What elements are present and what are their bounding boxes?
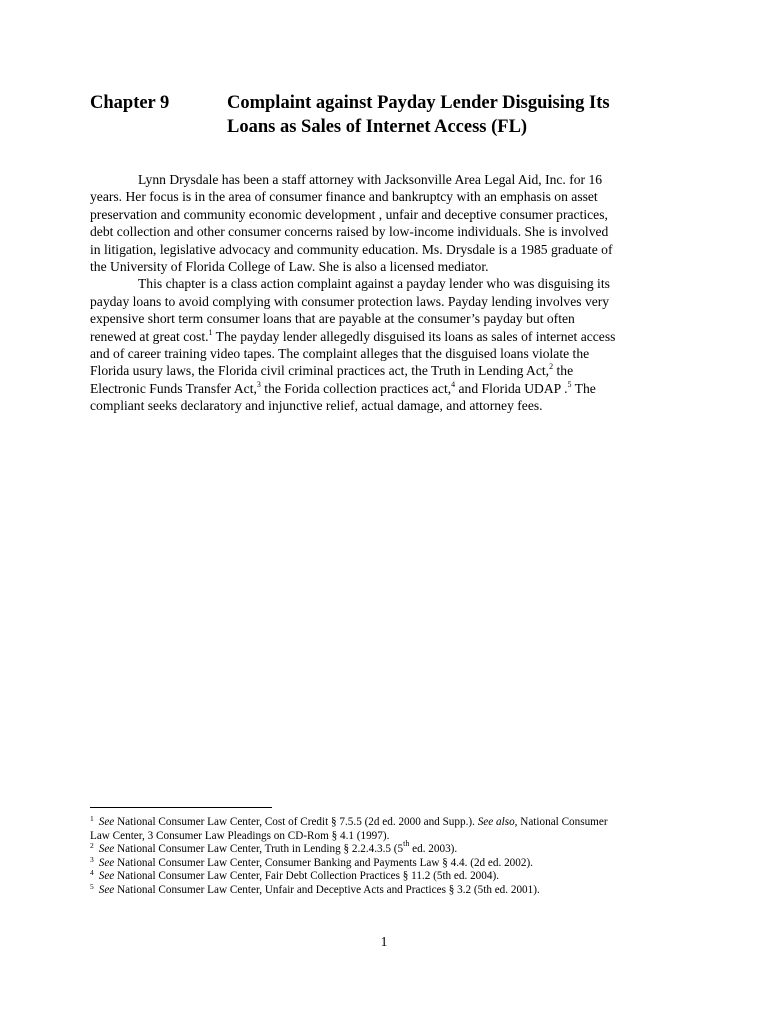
footnote-text: National Consumer Law Center, Consumer Banking and Payments Law § 4.4. (2d ed. 2002). bbox=[114, 856, 533, 869]
footnote-mark: 4 bbox=[90, 868, 94, 878]
paragraph-line: preservation and community economic development , unfair and deceptive consumer practices, bbox=[90, 206, 608, 222]
text-run: The bbox=[571, 380, 596, 396]
paragraph-line: years. Her focus is in the area of consumer finance and bankruptcy with an emphasis on asset bbox=[90, 189, 598, 205]
footnote-reference[interactable]: 2 bbox=[549, 362, 554, 372]
paragraph-line: This chapter is a class action complaint against a payday lender who was disguising its bbox=[138, 276, 610, 292]
signal-word: See bbox=[98, 870, 115, 883]
footnotes bbox=[90, 816, 690, 898]
footnote-text: National Consumer Law Center, Fair Debt Collection Practices § 11.2 (5th ed. 2004). bbox=[114, 870, 499, 883]
page-number: 1 bbox=[380, 934, 388, 949]
footnote-mark: 2 bbox=[90, 841, 94, 851]
text-run: The payday lender allegedly disguised its loans as sales of internet access bbox=[212, 328, 616, 344]
text-run: the bbox=[553, 363, 574, 379]
paragraph-line: Lynn Drysdale has been a staff attorney with Jacksonville Area Legal Aid, Inc. for 16 bbox=[138, 172, 603, 187]
footnote-separator bbox=[90, 807, 272, 808]
text-run: Electronic Funds Transfer Act, bbox=[90, 380, 257, 396]
signal-word: See bbox=[98, 856, 115, 869]
paragraph-line bbox=[90, 362, 670, 379]
footnote-mark: 5 bbox=[90, 881, 94, 891]
signal-word: See bbox=[98, 843, 115, 856]
footnote-mark: 1 bbox=[90, 814, 94, 823]
body-text bbox=[90, 171, 670, 414]
footnote bbox=[90, 870, 690, 884]
paragraph-line: debt collection and other consumer concerns raised by low-income individuals. She is involved bbox=[90, 224, 609, 240]
footnote-mark: 3 bbox=[90, 854, 94, 864]
text-run: Florida usury laws, the Florida civil criminal practices act, the Truth in Lending Act, bbox=[90, 363, 550, 379]
signal-word: See bbox=[98, 816, 115, 828]
footnote-text: , National Consumer bbox=[514, 816, 608, 828]
text-run: and Florida UDAP . bbox=[455, 380, 568, 396]
signal-word: See bbox=[98, 883, 115, 896]
footnote-text: National Consumer Law Center, Truth in Lending § 2.2.4.3.5 (5 bbox=[114, 843, 404, 856]
footnote bbox=[90, 816, 690, 830]
footnote-reference[interactable]: 3 bbox=[256, 379, 261, 389]
chapter-title bbox=[227, 91, 727, 139]
footnote bbox=[90, 839, 690, 857]
footnote-reference[interactable]: 4 bbox=[451, 379, 456, 389]
ordinal-suffix: th bbox=[403, 839, 410, 849]
footnote-continuation: Law Center, 3 Consumer Law Pleadings on CD-Rom § 4.1 (1997). bbox=[90, 829, 390, 842]
footnote bbox=[90, 881, 690, 898]
footnote-text: National Consumer Law Center, Cost of Credit § 7.5.5 (2d ed. 2000 and Supp.). bbox=[114, 816, 478, 828]
text-run: renewed at great cost. bbox=[90, 328, 209, 344]
chapter-title-line: Complaint against Payday Lender Disguising Its bbox=[227, 93, 610, 113]
paragraph-line bbox=[90, 380, 670, 397]
chapter-title-line: Loans as Sales of Internet Access (FL) bbox=[227, 117, 528, 137]
paragraph-line: and of career training video tapes. The complaint alleges that the disguised loans violate the bbox=[90, 345, 590, 361]
signal-word: See also bbox=[477, 816, 515, 828]
footnote bbox=[90, 854, 690, 871]
paragraph-line: payday loans to avoid complying with consumer protection laws. Payday lending involves very bbox=[90, 293, 610, 309]
paragraph-line: compliant seeks declaratory and injunctive relief, actual damage, and attorney fees. bbox=[90, 398, 543, 414]
chapter-number: Chapter 9 bbox=[90, 93, 170, 113]
paragraph-line bbox=[90, 328, 670, 345]
footnote-reference[interactable]: 5 bbox=[567, 379, 572, 389]
paragraph-line: in litigation, legislative advocacy and community education. Ms. Drysdale is a 1985 graduate of bbox=[90, 241, 613, 257]
footnote-text: ed. 2003). bbox=[409, 843, 458, 856]
footnote-text: National Consumer Law Center, Unfair and Deceptive Acts and Practices § 3.2 (5th ed. 2001). bbox=[114, 883, 540, 896]
footnote-reference[interactable]: 1 bbox=[208, 327, 213, 337]
paragraph-line: expensive short term consumer loans that are payable at the consumer’s payday but often bbox=[90, 311, 575, 327]
text-run: the Forida collection practices act, bbox=[260, 380, 452, 396]
paragraph-line: the University of Florida College of Law. She is also a licensed mediator. bbox=[90, 258, 489, 274]
